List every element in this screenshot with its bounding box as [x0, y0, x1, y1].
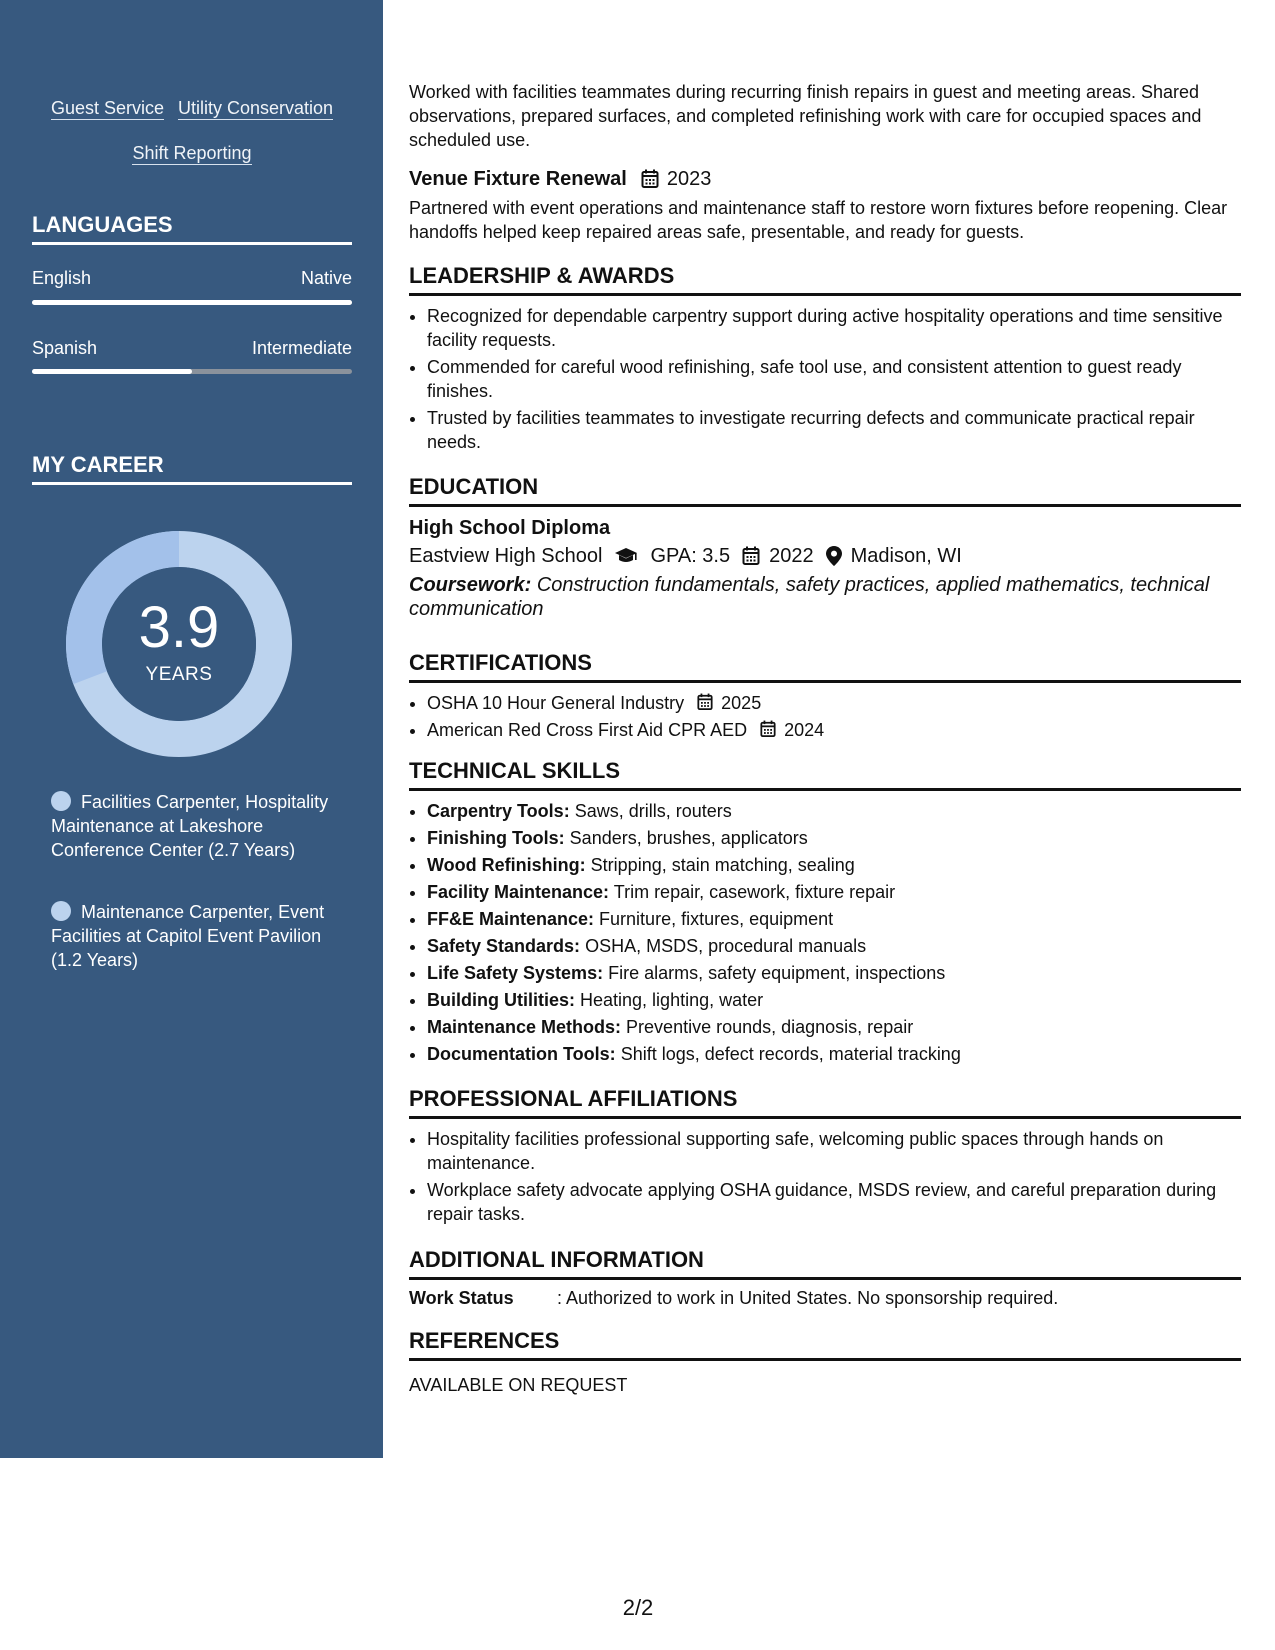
career-item-text: Facilities Carpenter, Hospitality Maintenance at Lakeshore Conference Center (2.7 Years): [51, 792, 329, 860]
project-intro: [409, 80, 1241, 152]
calendar-icon: [697, 693, 713, 711]
skill-label: Wood Refinishing:: [427, 855, 586, 875]
certification-year: 2025: [721, 693, 762, 713]
project-year: 2023: [666, 168, 712, 190]
language-name: English: [32, 268, 92, 288]
additional-info-section: [409, 1247, 1241, 1310]
language-name: Spanish: [32, 338, 98, 358]
additional-info-heading: ADDITIONAL INFORMATION: [409, 1247, 1241, 1280]
project-entry: [409, 166, 1241, 244]
skill-value: Sanders, brushes, applicators: [569, 828, 808, 848]
skill-label: Finishing Tools:: [427, 828, 565, 848]
education-section: [409, 474, 1241, 621]
graduation-cap-icon: [614, 547, 638, 565]
language-bar-fill: [32, 300, 352, 305]
page-number: 2/2: [622, 1595, 654, 1620]
list-item: • Workplace safety advocate applying OSHA guidance, MSDS review, and careful preparation during repair tasks.: [427, 1178, 1241, 1226]
language-level: Intermediate: [251, 338, 352, 358]
education-details: [409, 541, 1241, 571]
career-item: [51, 900, 331, 972]
affiliations-heading: PROFESSIONAL AFFILIATIONS: [409, 1086, 1241, 1119]
work-status-row: [409, 1286, 1241, 1310]
skill-value: Preventive rounds, diagnosis, repair: [626, 1017, 914, 1037]
career-years-unit: YEARS: [145, 664, 213, 685]
work-status-label: Work Status: [409, 1288, 514, 1308]
leadership-section: [409, 263, 1241, 454]
career-item: [51, 790, 331, 862]
calendar-icon: [742, 546, 760, 566]
skill-value: Fire alarms, safety equipment, inspections: [608, 963, 946, 983]
list-item: • Trusted by facilities teammates to investigate recurring defects and communicate practical repair needs.: [427, 406, 1241, 454]
list-item: • Commended for careful wood refinishing, safe tool use, and consistent attention to guest ready finishes.: [427, 355, 1241, 403]
certifications-heading: CERTIFICATIONS: [409, 650, 1241, 683]
language-row: [32, 268, 352, 289]
references-text: AVAILABLE ON REQUEST: [409, 1375, 628, 1395]
language-bar: [32, 300, 352, 305]
skill-value: Furniture, fixtures, equipment: [599, 909, 834, 929]
project-intro-text: Worked with facilities teammates during recurring finish repairs in guest and meeting areas. Shared observations, prepared surfaces, and completed refinishing work with care for occupied spaces and scheduled use.: [409, 82, 1202, 150]
skill-value: Trim repair, casework, fixture repair: [613, 882, 896, 902]
skills-list: [409, 799, 1241, 1066]
skill-value: Shift logs, defect records, material tracking: [620, 1044, 961, 1064]
skill-label: Safety Standards:: [427, 936, 581, 956]
career-total-years: 3.9: [138, 595, 220, 660]
language-row: [32, 338, 352, 359]
certification-year: 2024: [784, 720, 825, 740]
skill-value: Saws, drills, routers: [574, 801, 732, 821]
skill-item: [427, 1042, 1241, 1066]
skill-item: [427, 799, 1241, 823]
skill-item: [427, 853, 1241, 877]
skill-label: Building Utilities:: [427, 990, 575, 1010]
language-level: Native: [300, 268, 352, 288]
certification-item: [427, 718, 1241, 742]
sidebar: [0, 0, 383, 1458]
career-heading: MY CAREER: [32, 452, 352, 485]
language-bar-fill: [32, 369, 192, 374]
coursework-label: Coursework:: [409, 574, 532, 596]
school-name: Eastview High School: [409, 545, 603, 567]
language-bar: [32, 369, 352, 374]
skill-item: [427, 880, 1241, 904]
affiliations-section: [409, 1086, 1241, 1226]
career-legend-dot: [51, 901, 71, 921]
calendar-icon: [641, 169, 659, 189]
career-legend-dot: [51, 791, 71, 811]
languages-heading: LANGUAGES: [32, 212, 352, 245]
project-description: Partnered with event operations and maintenance staff to restore worn fixtures before reopening. Clear handoffs helped keep repaired areas safe, presentable, and ready for guests.: [409, 198, 1228, 242]
skill-item: [427, 907, 1241, 931]
skill-value: Stripping, stain matching, sealing: [590, 855, 855, 875]
skill-label: Facility Maintenance:: [427, 882, 610, 902]
skill-item: [427, 961, 1241, 985]
skill-value: Heating, lighting, water: [580, 990, 764, 1010]
gpa: GPA: 3.5: [650, 545, 731, 567]
skill-label: Documentation Tools:: [427, 1044, 616, 1064]
skill-label: Carpentry Tools:: [427, 801, 570, 821]
coursework: [409, 573, 1241, 621]
skill-label: Life Safety Systems:: [427, 963, 604, 983]
skill-item: [427, 988, 1241, 1012]
leadership-heading: LEADERSHIP & AWARDS: [409, 263, 1241, 296]
work-status-value: : Authorized to work in United States. No sponsorship required.: [557, 1288, 1059, 1308]
technical-skills-section: [409, 758, 1241, 1069]
education-heading: EDUCATION: [409, 474, 1241, 507]
certifications-section: [409, 650, 1241, 742]
list-item: • Hospitality facilities professional supporting safe, welcoming public spaces through hands on maintenance.: [427, 1127, 1241, 1175]
references-section: [409, 1328, 1241, 1397]
skill-item: [427, 826, 1241, 850]
coursework-text: Construction fundamentals, safety practices, applied mathematics, technical communication: [409, 574, 1210, 620]
list-item: • Recognized for dependable carpentry support during active hospitality operations and time sensitive facility requests.: [427, 304, 1241, 352]
skill-value: OSHA, MSDS, procedural manuals: [585, 936, 867, 956]
skill-item: [427, 934, 1241, 958]
school-location: Madison, WI: [850, 545, 962, 567]
graduation-year: 2022: [769, 545, 814, 567]
degree: High School Diploma: [409, 517, 611, 539]
certification-name: American Red Cross First Aid CPR AED: [427, 720, 748, 740]
calendar-icon: [760, 720, 776, 738]
project-title: Venue Fixture Renewal: [409, 168, 627, 190]
skill-label: FF&E Maintenance:: [427, 909, 595, 929]
skill-tags: [32, 86, 352, 176]
references-heading: REFERENCES: [409, 1328, 1241, 1361]
skill-tag: Guest Service: [50, 98, 164, 118]
technical-skills-heading: TECHNICAL SKILLS: [409, 758, 1241, 791]
certification-item: [427, 691, 1241, 715]
skill-tag: Shift Reporting: [132, 143, 252, 163]
skill-label: Maintenance Methods:: [427, 1017, 622, 1037]
certification-name: OSHA 10 Hour General Industry: [427, 693, 685, 713]
location-pin-icon: [826, 546, 842, 566]
career-item-text: Maintenance Carpenter, Event Facilities at Capitol Event Pavilion (1.2 Years): [51, 902, 325, 970]
skill-tag: Utility Conservation: [177, 98, 334, 118]
skill-item: [427, 1015, 1241, 1039]
